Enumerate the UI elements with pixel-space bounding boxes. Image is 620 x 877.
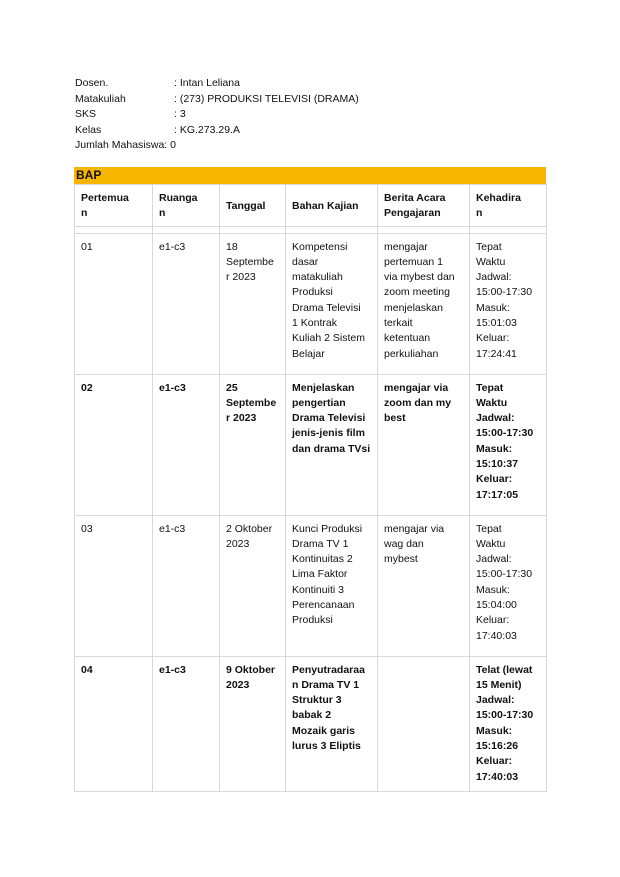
header-kehadiran: Kehadira n — [470, 185, 547, 227]
info-row-jumlah — [75, 138, 359, 154]
table-row — [75, 515, 547, 656]
header-bahan-kajian: Bahan Kajian — [286, 185, 378, 227]
spacer-cell — [470, 226, 547, 233]
info-row-matakuliah — [75, 92, 359, 108]
cell-ruangan: e1-c3 — [153, 515, 220, 656]
spacer-cell — [286, 226, 378, 233]
header-ruangan: Ruanga n — [153, 185, 220, 227]
jumlah-label: Jumlah Mahasiswa — [75, 139, 165, 151]
cell-pertemuan: 01 — [75, 233, 153, 374]
cell-ruangan: e1-c3 — [153, 374, 220, 515]
cell-tanggal: 25 Septembe r 2023 — [220, 374, 286, 515]
cell-kehadiran: Tepat Waktu Jadwal: 15:00-17:30 Masuk: 15:10:37 Keluar: 17:17:05 — [470, 374, 547, 515]
matakuliah-value: : (273) PRODUKSI TELEVISI (DRAMA) — [174, 92, 359, 105]
cell-bahan-kajian: Menjelaskan pengertian Drama Televisi jenis-jenis film dan drama TVsi — [286, 374, 378, 515]
table-row — [75, 656, 547, 791]
cell-kehadiran: Tepat Waktu Jadwal: 15:00-17:30 Masuk: 15:04:00 Keluar: 17:40:03 — [470, 515, 547, 656]
sks-value: : 3 — [174, 108, 186, 120]
cell-ruangan: e1-c3 — [153, 233, 220, 374]
table-header-row — [75, 185, 547, 227]
table-row — [75, 233, 547, 374]
info-row-kelas — [75, 123, 359, 139]
spacer-cell — [220, 226, 286, 233]
cell-berita-acara: mengajar pertemuan 1 via mybest dan zoom meeting menjelaskan terkait ketentuan perkuliahan — [378, 233, 470, 374]
cell-tanggal: 2 Oktober 2023 — [220, 515, 286, 656]
info-row-sks — [75, 107, 359, 123]
header-berita-acara: Berita Acara Pengajaran — [378, 185, 470, 227]
cell-berita-acara: mengajar via wag dan mybest — [378, 515, 470, 656]
jumlah-value: : 0 — [164, 139, 176, 151]
cell-bahan-kajian: Penyutradaraa n Drama TV 1 Struktur 3 babak 2 Mozaik garis lurus 3 Eliptis — [286, 656, 378, 791]
cell-bahan-kajian: Kompetensi dasar matakuliah Produksi Drama Televisi 1 Kontrak Kuliah 2 Sistem Belajar — [286, 233, 378, 374]
dosen-value: : Intan Leliana — [174, 77, 240, 89]
cell-bahan-kajian: Kunci Produksi Drama TV 1 Kontinuitas 2 Lima Faktor Kontinuiti 3 Perencanaan Produksi — [286, 515, 378, 656]
matakuliah-label: Matakuliah — [75, 92, 126, 105]
cell-berita-acara — [378, 656, 470, 791]
spacer-cell — [75, 226, 153, 233]
cell-tanggal: 18 Septembe r 2023 — [220, 233, 286, 374]
kelas-value: : KG.273.29.A — [174, 123, 240, 136]
spacer-cell — [153, 226, 220, 233]
cell-tanggal: 9 Oktober 2023 — [220, 656, 286, 791]
table-row — [75, 374, 547, 515]
cell-pertemuan: 04 — [75, 656, 153, 791]
info-row-dosen — [75, 76, 359, 92]
bap-table — [74, 184, 547, 792]
cell-berita-acara: mengajar via zoom dan my best — [378, 374, 470, 515]
cell-ruangan: e1-c3 — [153, 656, 220, 791]
spacer-cell — [378, 226, 470, 233]
cell-kehadiran: Telat (lewat 15 Menit) Jadwal: 15:00-17:30 Masuk: 15:16:26 Keluar: 17:40:03 — [470, 656, 547, 791]
header-spacer — [75, 226, 547, 233]
cell-pertemuan: 03 — [75, 515, 153, 656]
header-pertemuan: Pertemua n — [75, 185, 153, 227]
course-info — [75, 76, 359, 154]
header-tanggal: Tanggal — [220, 185, 286, 227]
dosen-label: Dosen. — [75, 77, 109, 89]
cell-kehadiran: Tepat Waktu Jadwal: 15:00-17:30 Masuk: 15:01:03 Keluar: 17:24:41 — [470, 233, 547, 374]
bap-section-title: BAP — [74, 167, 546, 184]
cell-pertemuan: 02 — [75, 374, 153, 515]
kelas-label: Kelas — [75, 123, 102, 136]
sks-label: SKS — [75, 108, 97, 120]
